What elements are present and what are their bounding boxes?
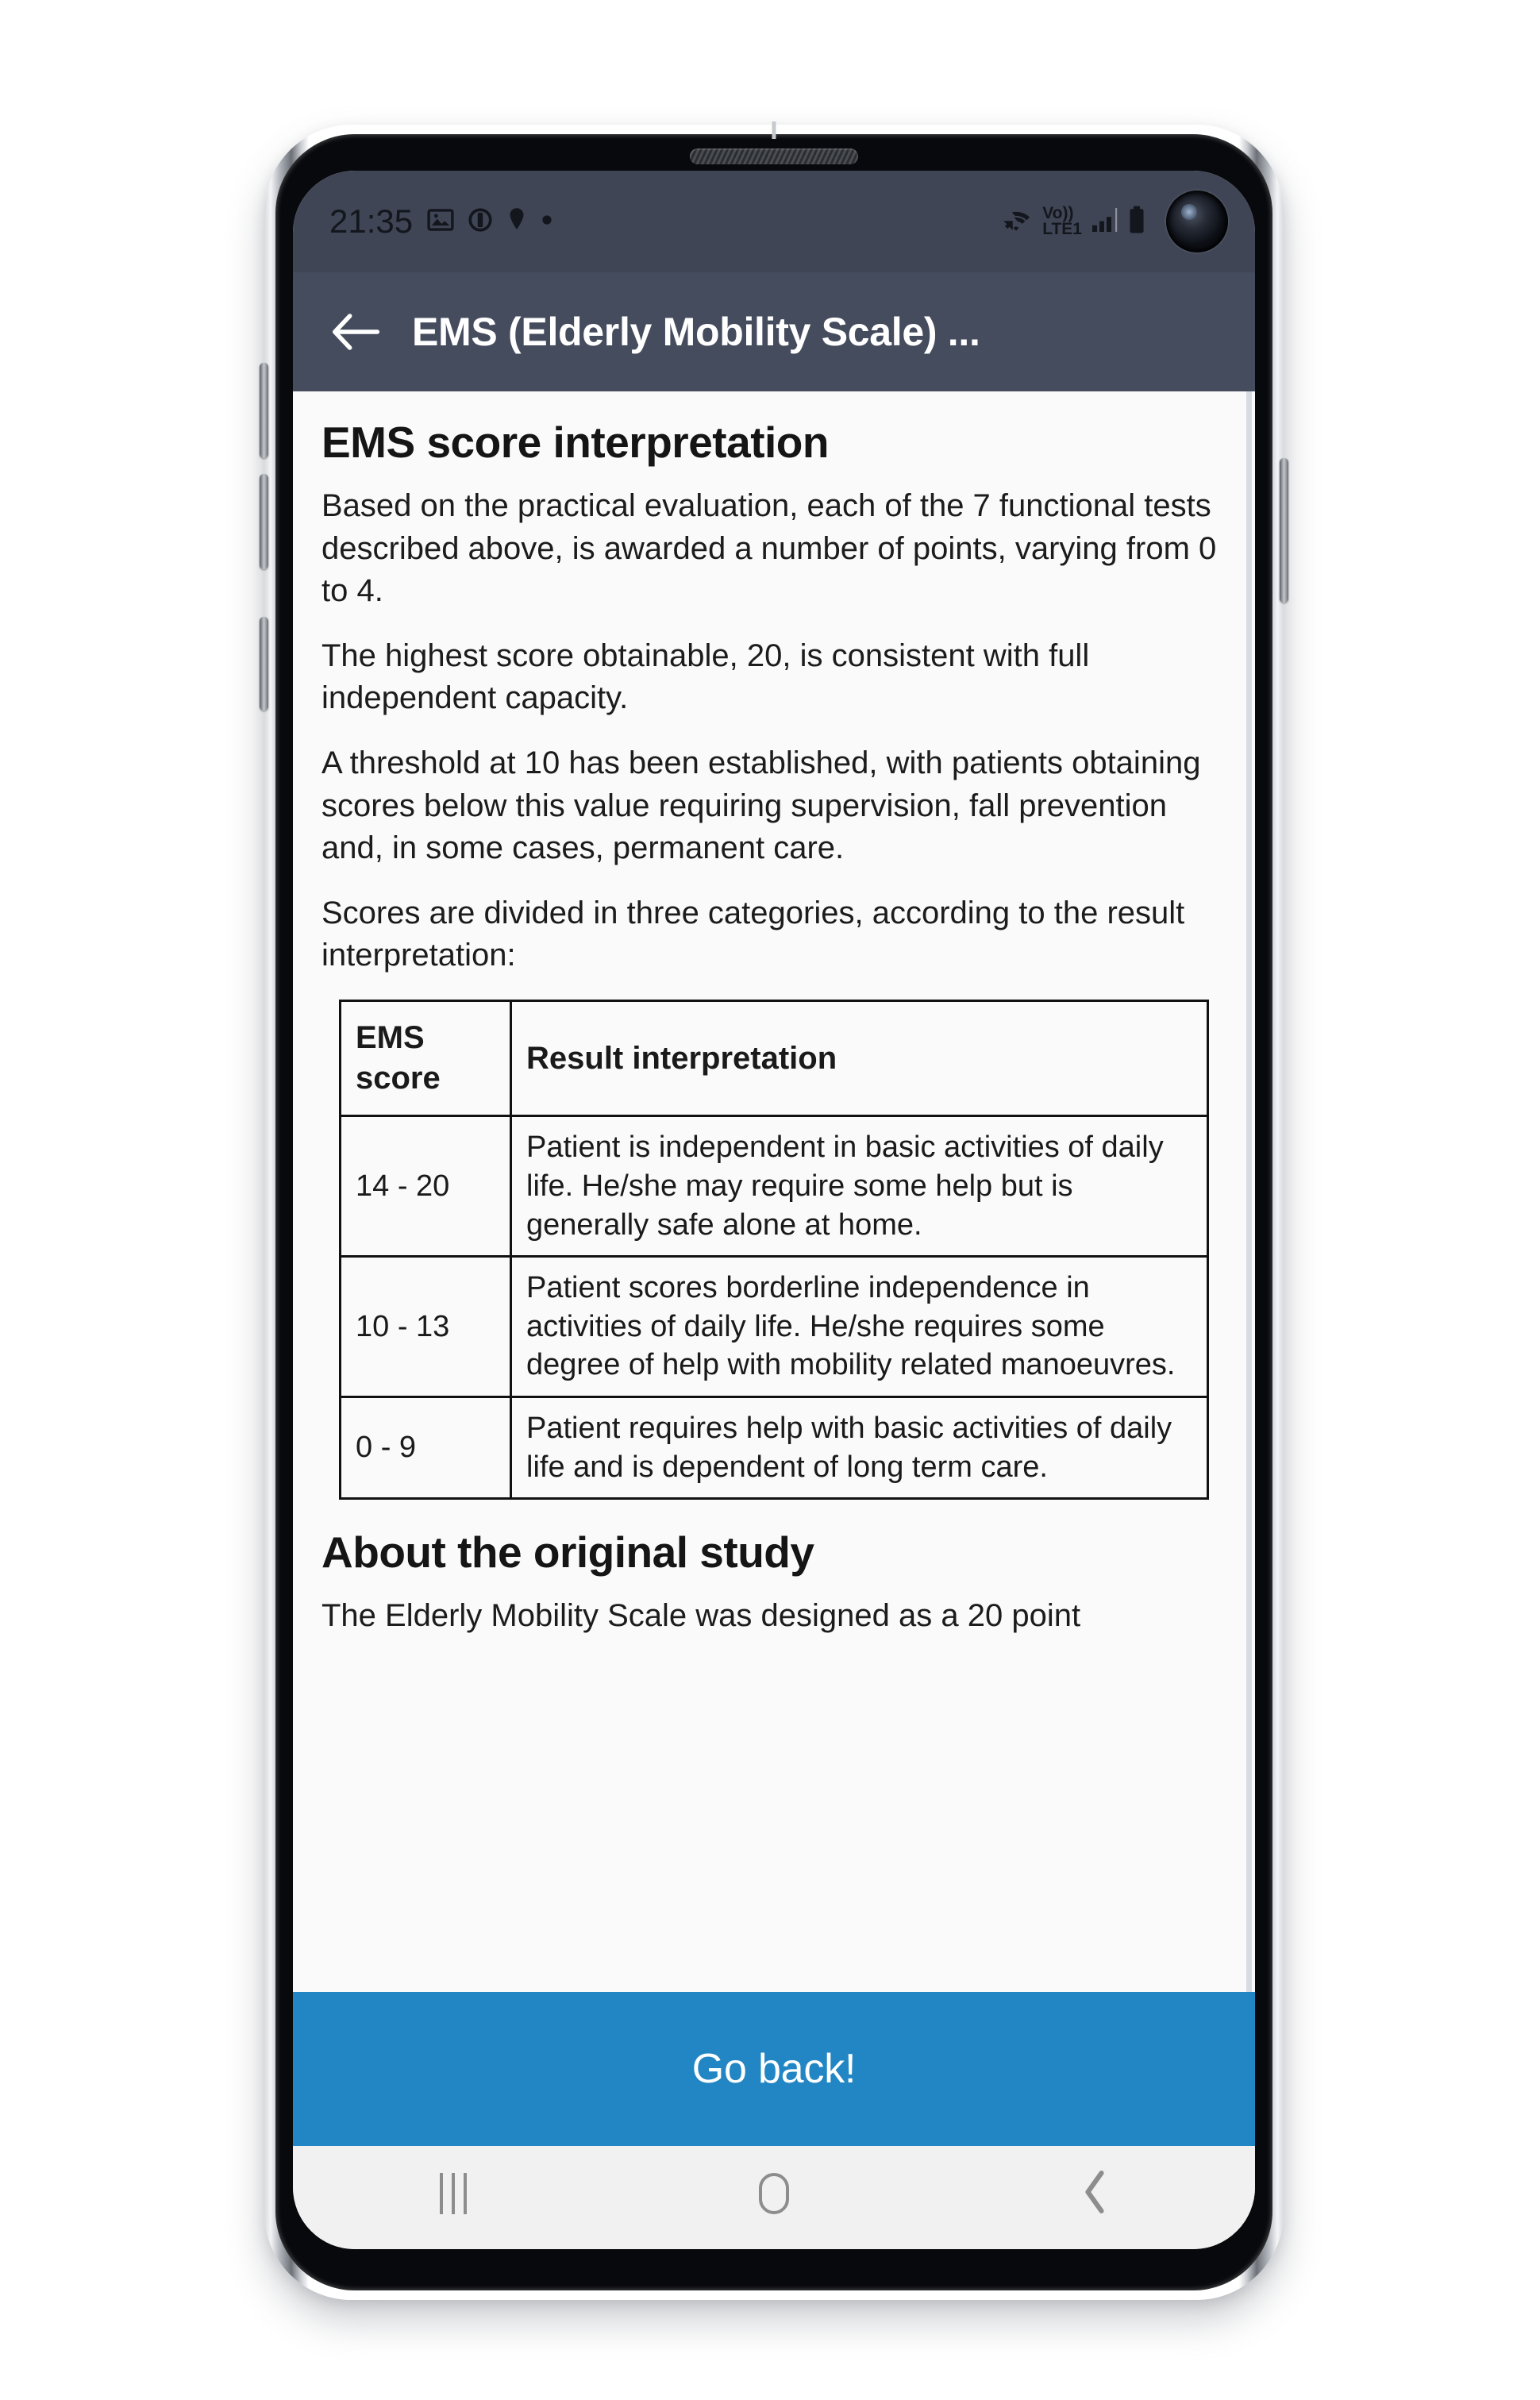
table-cell-interpretation: Patient scores borderline independence in activities of daily life. He/she requires some degree of help with mobility related manoeuvres. (511, 1257, 1208, 1397)
volte-icon (1042, 206, 1082, 237)
table-cell-interpretation: Patient requires help with basic activities of daily life and is dependent of long term care. (511, 1397, 1208, 1499)
go-back-button[interactable] (293, 1992, 1255, 2146)
table-header-result-interpretation: Result interpretation (511, 1000, 1208, 1115)
app-bar-title: EMS (Elderly Mobility Scale) ... (412, 310, 980, 354)
content-scroll-area[interactable] (293, 391, 1255, 1992)
status-bar-right-group (999, 191, 1228, 252)
status-bar-left-group (329, 202, 999, 241)
status-bar (293, 171, 1255, 272)
table-row (341, 1257, 1208, 1397)
power-button[interactable] (1280, 458, 1288, 603)
paragraph-scoring-basis: Based on the practical evaluation, each of the 7 functional tests described above, is awarded a number of points, varying from 0 to 4. (321, 488, 1217, 609)
volte-top-label: Vo)) (1042, 204, 1074, 223)
table-cell-score: 14 - 20 (341, 1116, 511, 1257)
nav-home-button[interactable] (710, 2154, 837, 2233)
content-scrollbar[interactable] (1246, 391, 1252, 1992)
status-bar-clock: 21:35 (329, 202, 414, 240)
volume-down-button[interactable] (260, 474, 268, 569)
back-chevron-icon (1080, 2169, 1109, 2219)
back-arrow-icon[interactable] (321, 298, 390, 366)
earpiece-speaker-icon (690, 148, 858, 164)
battery-icon (1126, 205, 1147, 239)
antenna-line (772, 121, 776, 139)
table-row (341, 1397, 1208, 1499)
score-interpretation-table (339, 1000, 1209, 1500)
phone-bezel (275, 134, 1272, 2290)
signal-bars-icon (1090, 206, 1118, 238)
bixby-button[interactable] (260, 617, 268, 711)
paragraph-highest-score: The highest score obtainable, 20, is consistent with full independent capacity. (321, 638, 1090, 716)
table-header-ems-score: EMS score (341, 1000, 511, 1115)
go-back-button-label: Go back! (691, 2046, 857, 2092)
section-title-original-study: About the original study (321, 1527, 814, 1578)
front-camera-punch-hole (1166, 191, 1228, 252)
wifi-icon (999, 205, 1033, 239)
volume-up-button[interactable] (260, 363, 268, 458)
table-cell-score: 10 - 13 (341, 1257, 511, 1397)
page-title: EMS score interpretation (321, 418, 829, 467)
app-bar (293, 272, 1255, 391)
table-row (341, 1116, 1208, 1257)
location-pin-icon (506, 206, 527, 237)
recents-icon (440, 2173, 467, 2214)
paragraph-original-study-partial: The Elderly Mobility Scale was designed as a 20 point (321, 1598, 1081, 1634)
image-icon (427, 206, 454, 237)
system-navigation-bar (293, 2146, 1255, 2249)
paragraph-threshold: A threshold at 10 has been established, with patients obtaining scores below this value requiring supervision, fall prevention and, in some cases, permanent care. (321, 745, 1201, 866)
table-cell-interpretation: Patient is independent in basic activities of daily life. He/she may require some help but is generally safe alone at home. (511, 1116, 1208, 1257)
table-header-row (341, 1000, 1208, 1115)
nav-back-button[interactable] (1031, 2154, 1158, 2233)
volte-bottom-label: LTE1 (1042, 220, 1082, 238)
home-icon (759, 2173, 789, 2214)
paragraph-categories-lead: Scores are divided in three categories, according to the result interpretation: (321, 895, 1185, 973)
phone-device-frame (264, 125, 1284, 2300)
nav-recents-button[interactable] (390, 2154, 517, 2233)
phone-screen (293, 171, 1255, 2249)
table-cell-score: 0 - 9 (341, 1397, 511, 1499)
dot-icon (541, 214, 552, 229)
battery-saver-icon (468, 206, 492, 237)
